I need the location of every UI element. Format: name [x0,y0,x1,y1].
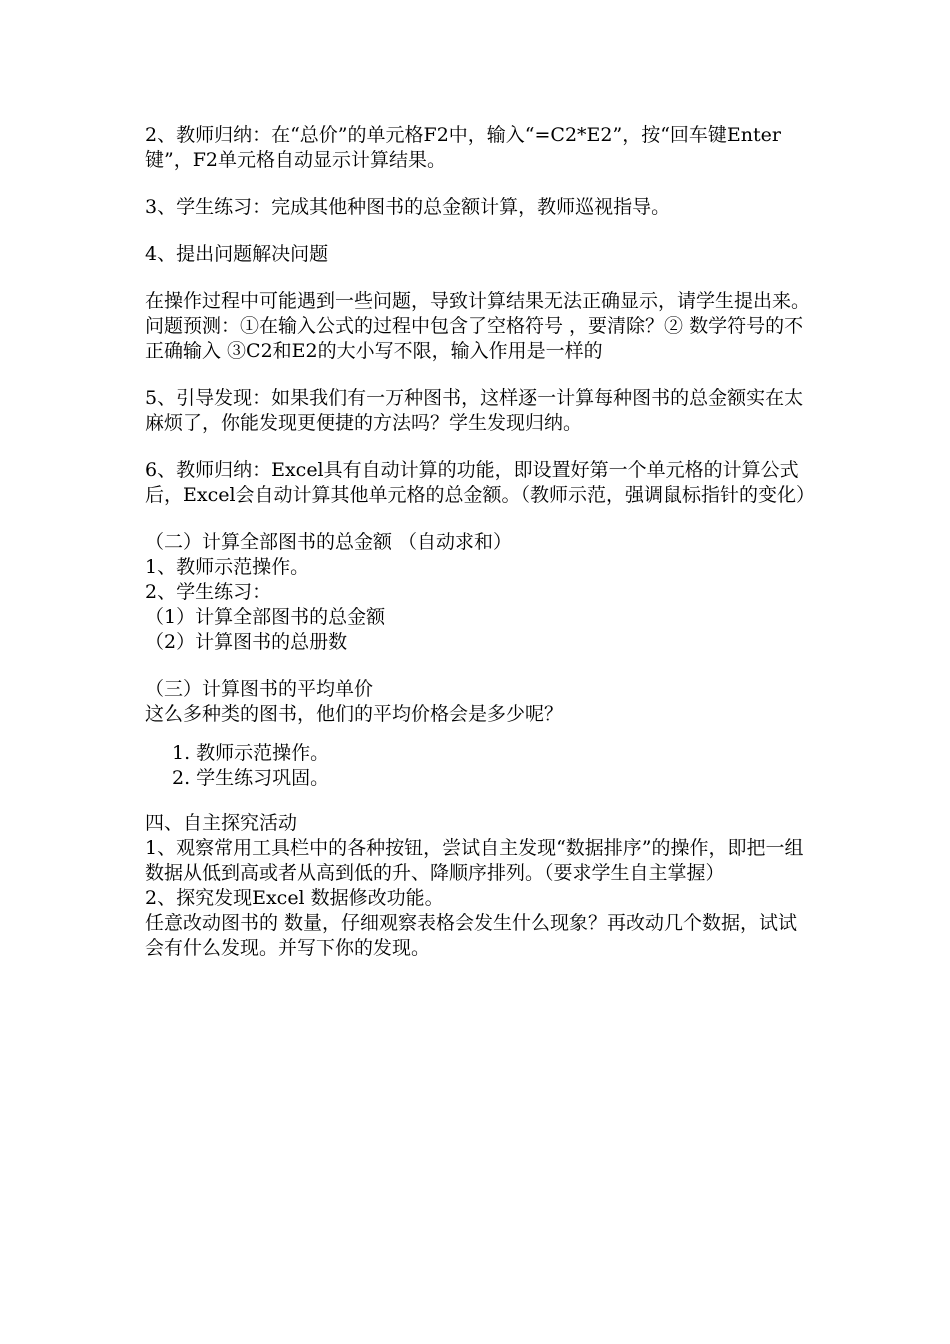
paragraph-modify-observe: 任意改动图书的 数量，仔细观察表格会发生什么现象？再改动几个数据，试试会有什么发现。并写下你的发现。 [145,912,798,959]
paragraph-teacher-demo: 1、教师示范操作。 [145,556,310,578]
paragraph-raise-problems: 4、提出问题解决问题 [145,243,329,265]
paragraph-guided-discovery: 5、引导发现：如果我们有一万种图书，这样逐一计算每种图书的总金额实在太麻烦了，你能发现更便捷的方法吗？学生发现归纳。 [145,387,804,434]
paragraph-data-modification: 2、探究发现Excel 数据修改功能。 [145,887,444,909]
paragraph-student-exercise: 2、学生练习： [145,581,272,603]
paragraph-student-practice: 3、学生练习：完成其他种图书的总金额计算，教师巡视指导。 [145,196,671,218]
numbered-list [145,741,810,791]
document-body [145,123,816,961]
paragraph-teacher-summary-1: 2、教师归纳：在“总价”的单元格F2中，输入“=C2*E2”，按“回车键Enter 键”，F2单元格自动显示计算结果。 [145,124,782,171]
paragraph-average-question: 这么多种类的图书，他们的平均价格会是多少呢？ [145,703,564,725]
list-item: 2. 学生练习巩固。 [172,767,330,789]
heading-average-price: （三）计算图书的平均单价 [145,678,374,700]
paragraph-problem-prediction: 问题预测：①在输入公式的过程中包含了空格符号 ，要清除？② 数学符号的不正确输入 ③C2和E2的大小写不限，输入作用是一样的 [145,315,804,362]
paragraph-exercise-total-amount: （1）计算全部图书的总金额 [145,606,386,628]
paragraph-teacher-summary-2: 6、教师归纳：Excel具有自动计算的功能，即设置好第一个单元格的计算公式后，Excel会自动计算其他单元格的总金额。（教师示范，强调鼠标指针的变化） [145,459,816,506]
list-item: 1. 教师示范操作。 [172,742,330,764]
paragraph-data-sorting: 1、观察常用工具栏中的各种按钮，尝试自主发现“数据排序”的操作，即把一组数据从低到高或者从高到低的升、降顺序排列。（要求学生自主掌握） [145,837,804,884]
heading-auto-sum: （二）计算全部图书的总金额 （自动求和） [145,531,513,553]
paragraph-exercise-total-volumes: （2）计算图书的总册数 [145,631,348,653]
heading-self-exploration: 四、自主探究活动 [145,812,298,834]
paragraph-operation-issues: 在操作过程中可能遇到一些问题，导致计算结果无法正确显示，请学生提出来。 [145,290,811,312]
